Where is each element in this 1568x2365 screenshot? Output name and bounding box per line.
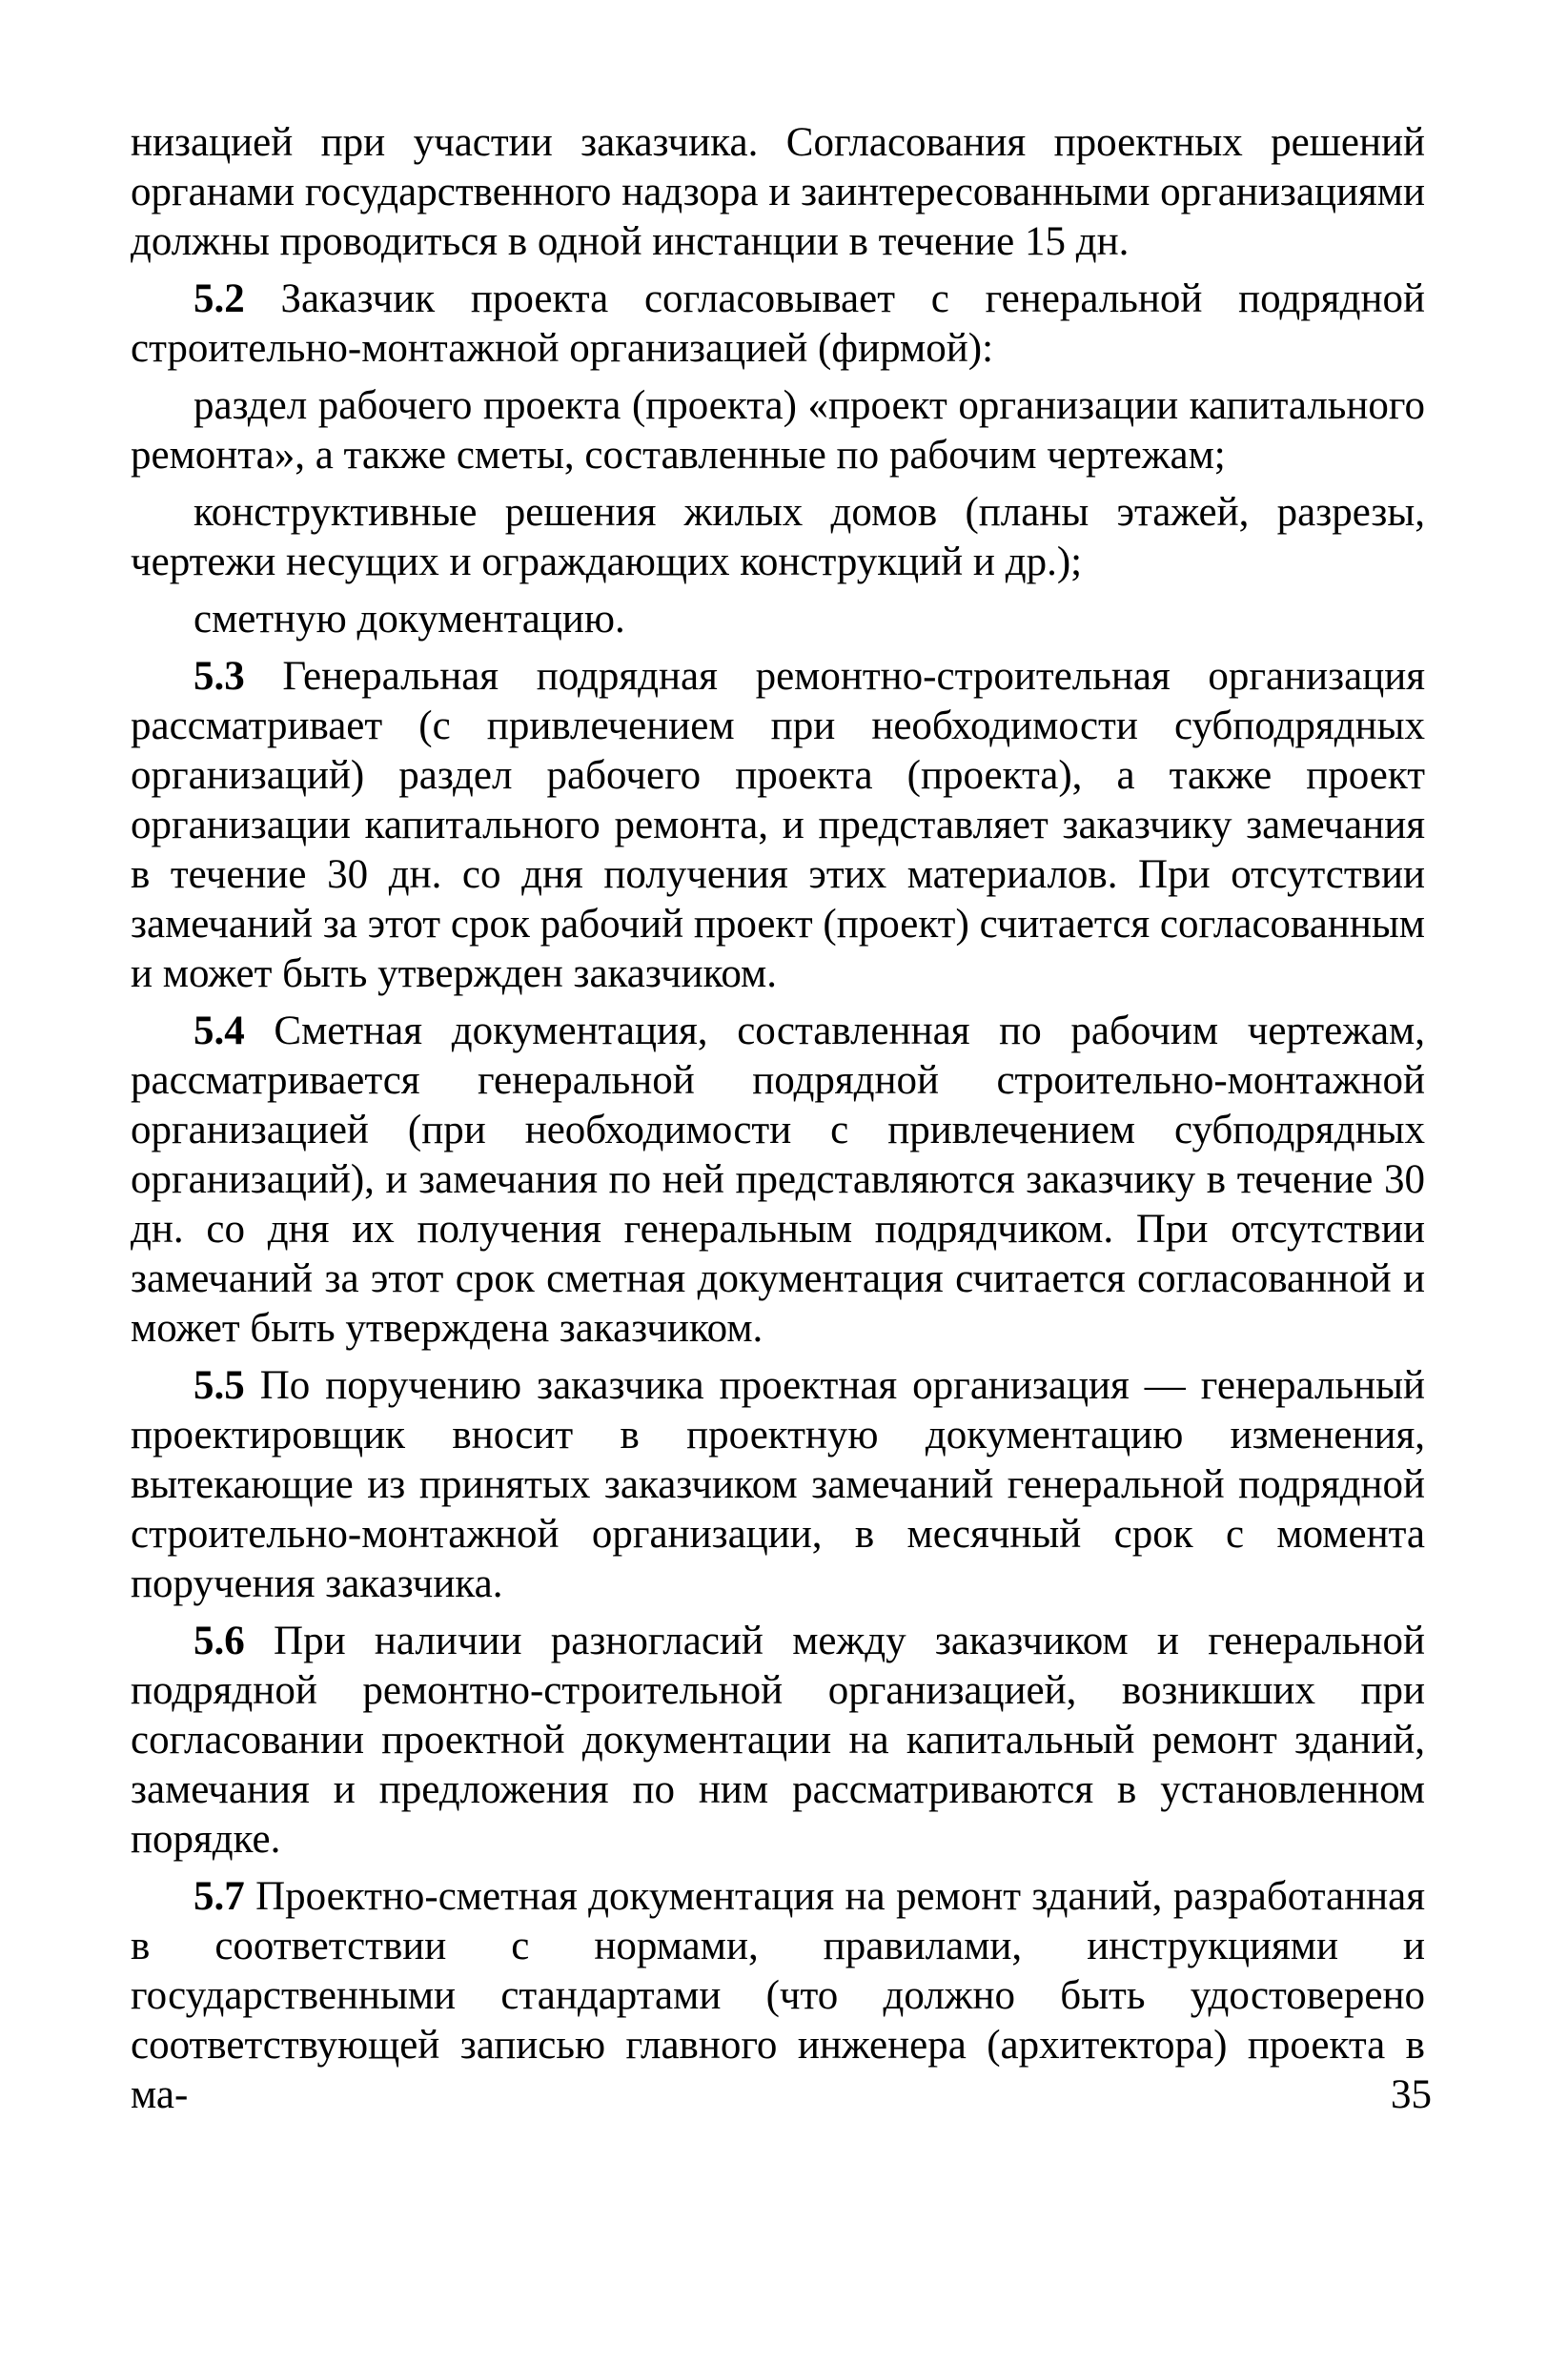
paragraph-text: сметную документацию. (193, 597, 625, 642)
paragraph-text: раздел рабочего проекта (проекта) «проект организации капитального ремонта», а также сметы, составленные по рабочим чертежам; (131, 383, 1425, 478)
section-number: 5.7 (193, 1874, 245, 1919)
paragraph-5-2 (131, 275, 1425, 374)
paragraph-5-6 (131, 1617, 1425, 1865)
list-item-estimate-docs (131, 595, 1425, 644)
page-number: 35 (1391, 2072, 1432, 2117)
section-number: 5.5 (193, 1363, 245, 1408)
paragraph-text: Проектно-сметная документация на ремонт зданий, разработанная в соответствии с нормами, правилами, инструкциями и государственными стандартами (что должно быть удостоверено соответствующей записью главного инженера (архитектора) проекта в ма- (131, 1874, 1425, 2117)
paragraph-continuation (131, 118, 1425, 267)
section-number: 5.4 (193, 1009, 245, 1053)
section-number: 5.2 (193, 276, 245, 321)
section-number: 5.3 (193, 654, 245, 699)
paragraph-text: Заказчик проекта согласовывает с генеральной подрядной строительно-монтажной организацией (фирмой): (131, 276, 1425, 371)
paragraph-5-4 (131, 1007, 1425, 1354)
paragraph-text: конструктивные решения жилых домов (планы этажей, разрезы, чертежи несущих и ограждающих конструкций и др.); (131, 490, 1425, 584)
page-body (131, 118, 1425, 2120)
paragraph-5-5 (131, 1361, 1425, 1609)
paragraph-5-7 (131, 1872, 1425, 2120)
list-item-project-section (131, 381, 1425, 480)
paragraph-text: При наличии разногласий между заказчиком и генеральной подрядной ремонтно-строительной организацией, возникших при согласовании проектной документации на капитальный ремонт зданий, замечания и предложения по ним рассматриваются в установленном порядке. (131, 1619, 1425, 1862)
paragraph-5-3 (131, 652, 1425, 999)
paragraph-text: Генеральная подрядная ремонтно-строительная организация рассматривает (с привлечением при необходимости субподрядных организаций) раздел рабочего проекта (проекта), а также проект организации капитального ремонта, и представляет заказчику замечания в течение 30 дн. со дня получения этих материалов. При отсутствии замечаний за этот срок рабочий проект (проект) считается согласованным и может быть утвержден заказчиком. (131, 654, 1425, 996)
paragraph-text: Сметная документация, составленная по рабочим чертежам, рассматривается генеральной подрядной строительно-монтажной организацией (при необходимости с привлечением субподрядных организаций), и замечания по ней представляются заказчику в течение 30 дн. со дня их получения генеральным подрядчиком. При отсутствии замечаний за этот срок сметная документация считается согласованной и может быть утверждена заказчиком. (131, 1009, 1425, 1351)
list-item-structural-solutions (131, 488, 1425, 587)
paragraph-text: По поручению заказчика проектная организация — генеральный проектировщик вносит в проектную документацию изменения, вытекающие из принятых заказчиком замечаний генеральной подрядной строительно-монтажной организации, в месячный срок с момента поручения заказчика. (131, 1363, 1425, 1606)
paragraph-text: низацией при участии заказчика. Согласования проектных решений органами государственного надзора и заинтересованными организациями должны проводиться в одной инстанции в течение 15 дн. (131, 120, 1425, 264)
section-number: 5.6 (193, 1619, 245, 1663)
